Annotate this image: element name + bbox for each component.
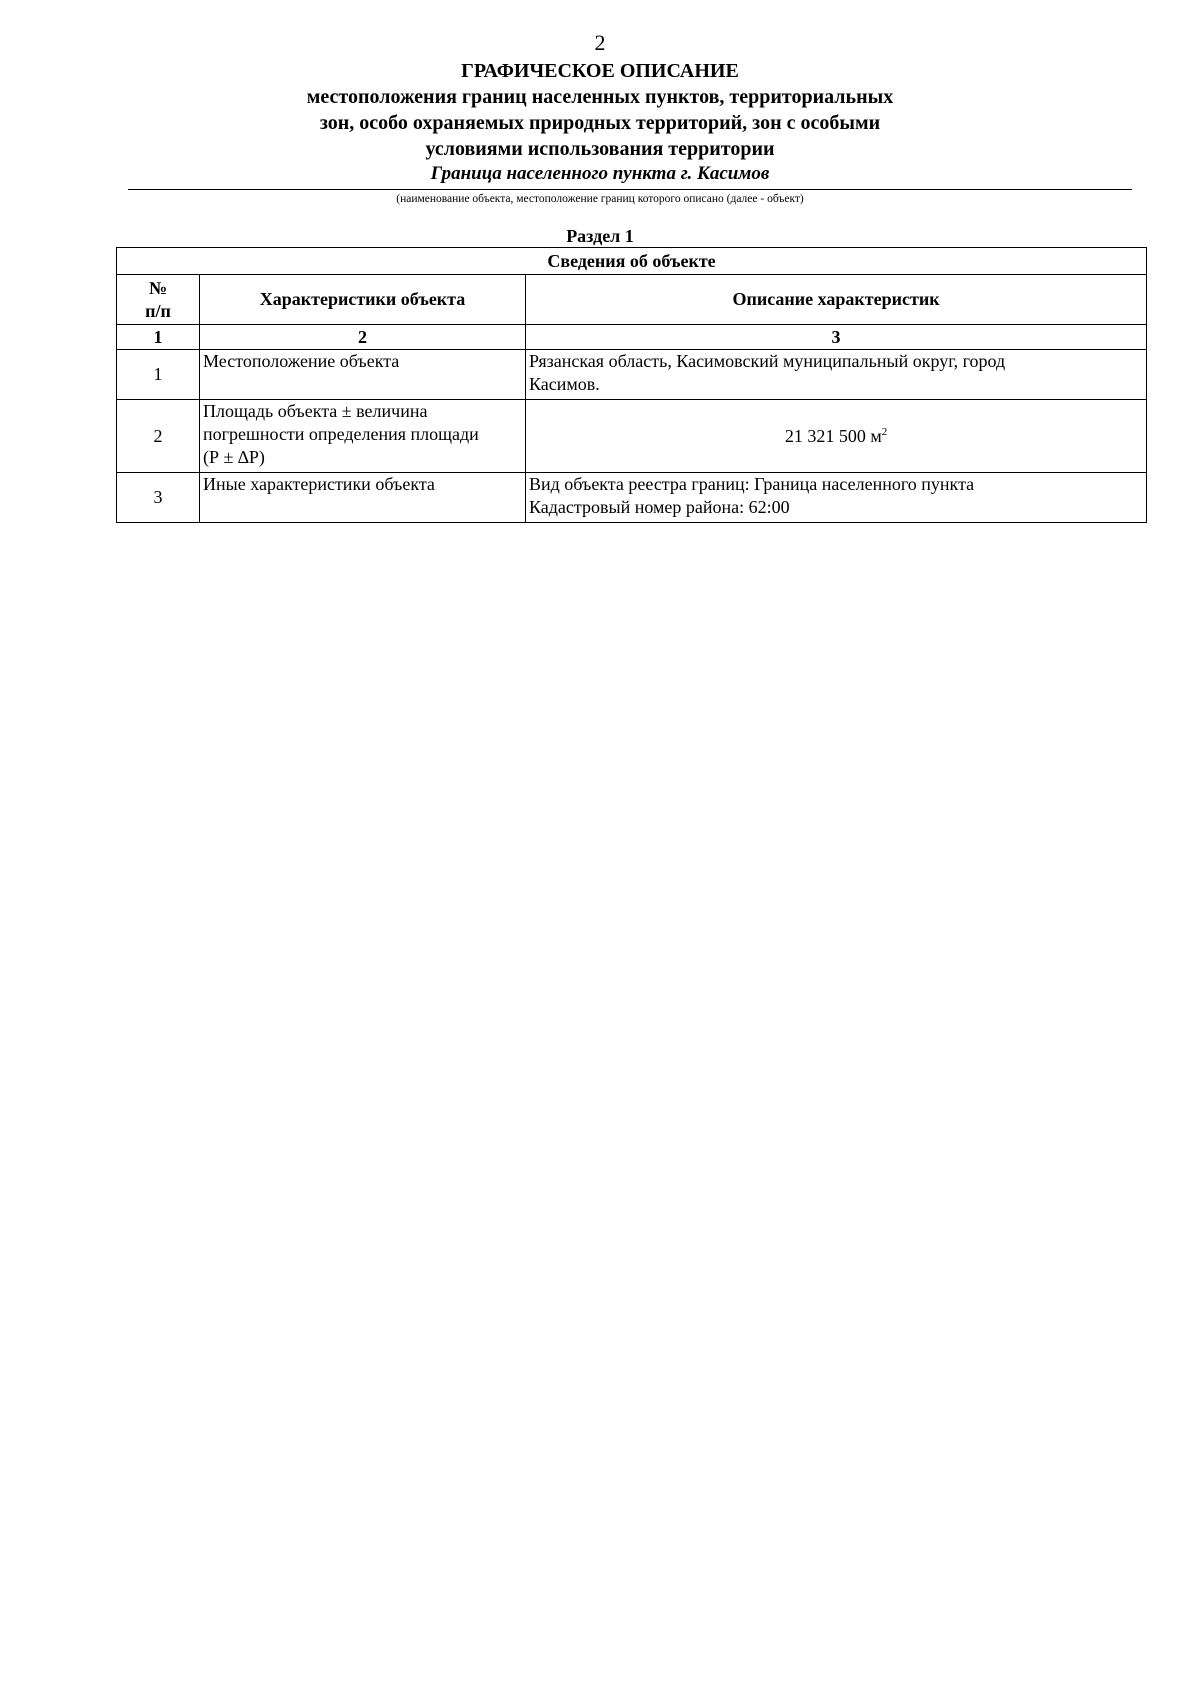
object-info-table (116, 247, 1147, 523)
document-subtitle-line-2: зон, особо охраняемых природных территорий, зон с особыми (319, 112, 881, 134)
object-name-underline (128, 189, 1132, 190)
column-header-num-line-2: п/п (145, 300, 171, 321)
object-name-caption: (наименование объекта, местоположение границ которого описано (далее - объект) (396, 193, 804, 205)
table-row (117, 350, 1147, 400)
row-description-line: Вид объекта реестра границ: Граница населенного пункта (529, 474, 975, 494)
table-caption: Сведения об объекте (117, 248, 1147, 275)
page-number: 2 (594, 30, 606, 55)
document-subtitle-line-3: условиями использования территории (425, 138, 775, 160)
row-description-line: Кадастровый номер района: 62:00 (529, 497, 790, 517)
row-description-line: Рязанская область, Касимовский муниципальный округ, город (529, 351, 1006, 371)
column-header-num (117, 275, 200, 325)
row-description-area (526, 400, 1147, 473)
row-description-line: Касимов. (529, 374, 600, 394)
object-name: Граница населенного пункта г. Касимов (430, 163, 770, 184)
table-row (117, 473, 1147, 523)
row-characteristic (200, 400, 526, 473)
column-number-1: 1 (117, 325, 200, 350)
row-characteristic-line: погрешности определения площади (203, 424, 479, 444)
area-value: 21 321 500 м (784, 425, 882, 446)
column-header-description: Описание характеристик (526, 275, 1147, 325)
row-characteristic: Иные характеристики объекта (200, 473, 526, 523)
row-characteristic-line: Площадь объекта ± величина (203, 401, 428, 421)
column-header-num-line-1: № (148, 277, 168, 298)
document-title: ГРАФИЧЕСКОЕ ОПИСАНИЕ (461, 60, 739, 82)
row-description (526, 473, 1147, 523)
row-characteristic: Местоположение объекта (200, 350, 526, 400)
row-number: 1 (117, 350, 200, 400)
section-title: Раздел 1 (566, 226, 634, 246)
column-header-characteristic: Характеристики объекта (200, 275, 526, 325)
table-row (117, 400, 1147, 473)
document-subtitle-line-1: местоположения границ населенных пунктов, территориальных (306, 86, 894, 108)
row-number: 2 (117, 400, 200, 473)
area-unit-superscript: 2 (881, 425, 888, 438)
document-header (0, 58, 1200, 186)
column-number-2: 2 (200, 325, 526, 350)
column-number-3: 3 (526, 325, 1147, 350)
row-description (526, 350, 1147, 400)
row-number: 3 (117, 473, 200, 523)
row-characteristic-line: (Р ± ∆Р) (203, 447, 265, 467)
